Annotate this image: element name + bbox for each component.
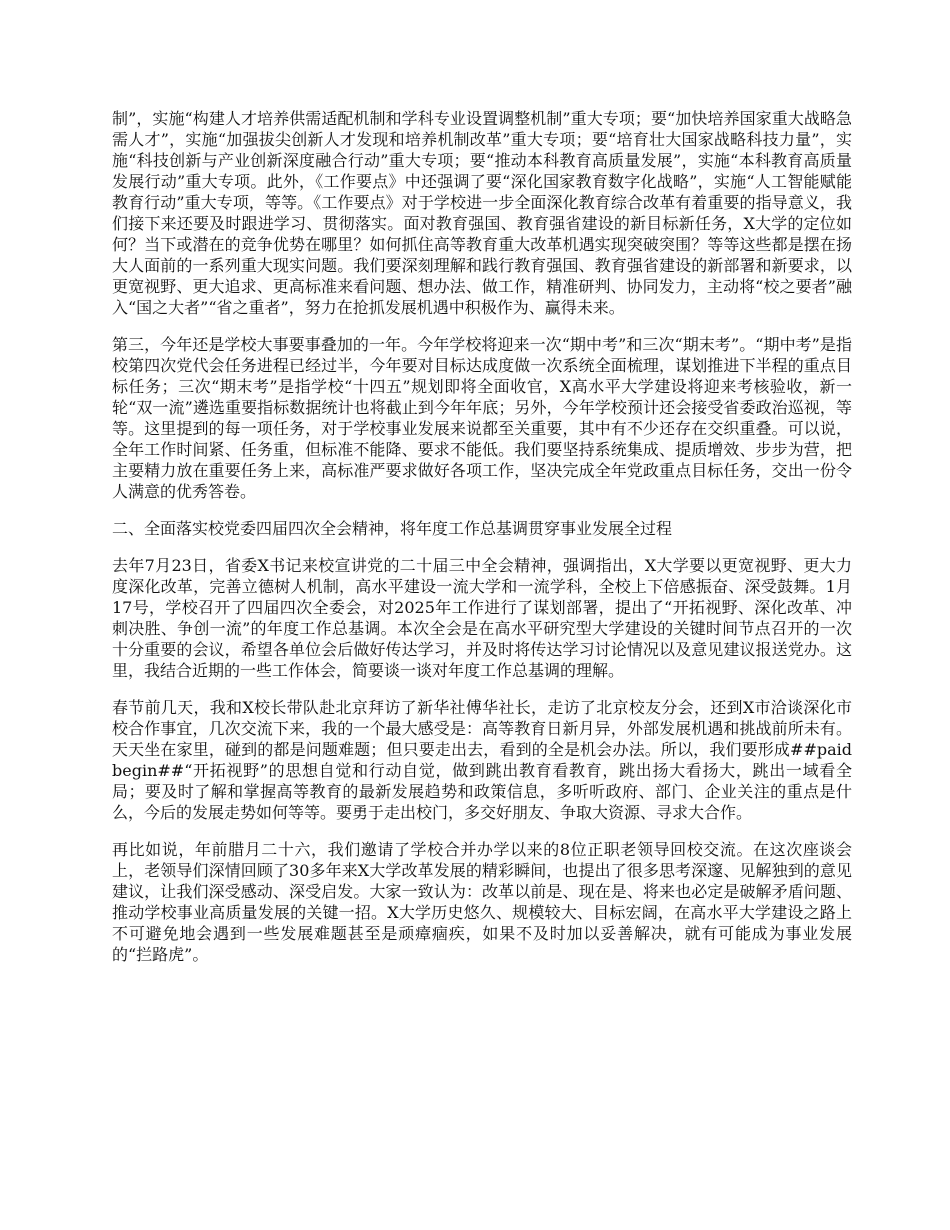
paragraph-broaden-vision: 春节前几天，我和X校长带队赴北京拜访了新华社傅华社长，走访了北京校友分会，还到X市洽谈深化市校合作事宜，几次交流下来，我的一个最大感受是：高等教育日新月异，外部发展机遇和挑战前所未有。天天坐在家里，碰到的都是问题难题；但只要走出去，看到的全是机会办法。所以，我们要形成##paidbegin##“开拓视野”的思想自觉和行动自觉，做到跳出教育看教育，跳出扬大看扬大，跳出一域看全局；要及时了解和掌握高等教育的最新发展趋势和政策信息，多听听政府、部门、企业关注的重点是什么，今后的发展走势如何等等。要勇于走出校门，多交好朋友、争取大资源、寻求大合作。: [112, 698, 852, 822]
paragraph-third-point: 第三，今年还是学校大事要事叠加的一年。今年学校将迎来一次“期中考”和三次“期末考”。“期中考”是指校第四次党代会任务进程已经过半，今年要对目标达成度做一次系统全面梳理，谋划推进下半程的重点目标任务；三次“期末考”是指学校“十四五”规划即将全面收官，X高水平大学建设将迎来考核验收，新一轮“双一流”遴选重要指标数据统计也将截止到今年年底；另外，今年学校预计还会接受省委政治巡视，等等。这里提到的每一项任务，对于学校事业发展来说都至关重要，其中有不少还存在交织重叠。可以说，全年工作时间紧、任务重，但标准不能降、要求不能低。我们要坚持系统集成、提质增效、步步为营，把主要精力放在重要任务上来，高标准严要求做好各项工作，坚决完成全年党政重点目标任务，交出一份令人满意的优秀答卷。: [112, 335, 852, 501]
paragraph-former-leaders: 再比如说，年前腊月二十六，我们邀请了学校合并办学以来的8位正职老领导回校交流。在这次座谈会上，老领导们深情回顾了30多年来X大学改革发展的精彩瞬间，也提出了很多思考深邃、见解独到的意见建议，让我们深受感动、深受启发。大家一致认为：改革以前是、现在是、将来也必定是破解矛盾问题、推动学校事业高质量发展的关键一招。X大学历史悠久、规模较大、目标宏阔，在高水平大学建设之路上不可避免地会遇到一些发展难题甚至是顽瘴痼疾，如果不及时加以妥善解决，就有可能成为事业发展的“拦路虎”。: [112, 840, 852, 964]
document-body: [112, 108, 852, 981]
section-heading: 二、全面落实校党委四届四次全会精神，将年度工作总基调贯穿事业发展全过程: [112, 519, 673, 538]
paragraph-continuation: 制”，实施“构建人才培养供需适配机制和学科专业设置调整机制”重大专项；要“加快培养国家重大战略急需人才”，实施“加强拔尖创新人才发现和培养机制改革”重大专项；要“培育壮大国家战略科技力量”，实施“科技创新与产业创新深度融合行动”重大专项；要“推动本科教育高质量发展”，实施“本科教育高质量发展行动”重大专项。此外，《工作要点》中还强调了要“深化国家教育数字化战略”，实施“人工智能赋能教育行动”重大专项，等等。《工作要点》对于学校进一步全面深化教育综合改革有着重要的指导意义，我们接下来还要及时跟进学习、贯彻落实。面对教育强国、教育强省建设的新目标新任务，X大学的定位如何？当下或潜在的竞争优势在哪里？如何抓住高等教育重大改革机遇实现突破突围？等等这些都是摆在扬大人面前的一系列重大现实问题。我们要深刻理解和践行教育强国、教育强省建设的新部署和新要求，以更宽视野、更大追求、更高标准来看问题、想办法、做工作，精准研判、协同发力，主动将“校之要者”融入“国之大者”“省之重者”，努力在抢抓发展机遇中积极作为、赢得未来。: [112, 109, 852, 317]
paragraph-plenary-session: 去年7月23日，省委X书记来校宣讲党的二十届三中全会精神，强调指出，X大学要以更宽视野、更大力度深化改革，完善立德树人机制，高水平建设一流大学和一流学科，全校上下倍感振奋、深受鼓舞。1月17号，学校召开了四届四次全委会，对2025年工作进行了谋划部署，提出了“开拓视野、深化改革、冲刺决胜、争创一流”的年度工作总基调。本次全会是在高水平研究型大学建设的关键时间节点召开的一次十分重要的会议，希望各单位会后做好传达学习，并及时将传达学习讨论情况以及意见建议报送党办。这里，我结合近期的一些工作体会，简要谈一谈对年度工作总基调的理解。: [112, 556, 852, 680]
